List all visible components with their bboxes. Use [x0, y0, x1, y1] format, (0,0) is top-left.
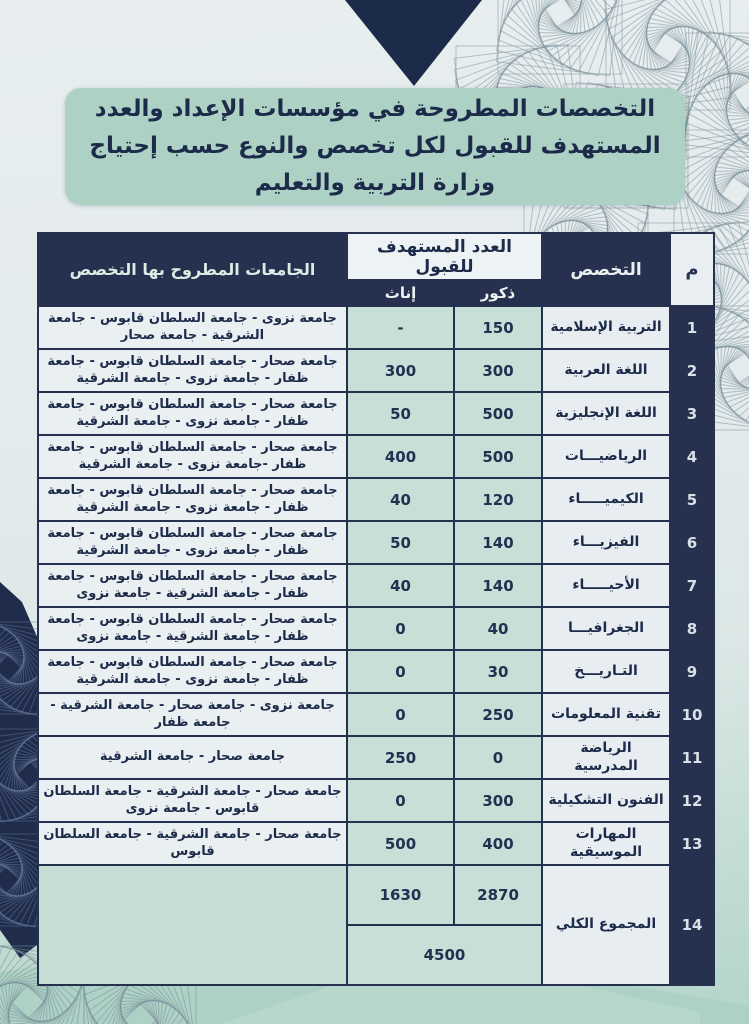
universities-cell: جامعة نزوى - جامعة صحار - جامعة الشرقية - جامعة ظفار — [38, 693, 347, 736]
females-count-cell: 0 — [347, 779, 454, 822]
females-count-cell: 400 — [347, 435, 454, 478]
table-row — [38, 478, 714, 521]
row-index-cell: 5 — [670, 478, 714, 521]
females-count-cell: 50 — [347, 392, 454, 435]
navy-triangle — [345, 0, 482, 86]
table-row — [38, 693, 714, 736]
specialization-cell: الكيميـــــاء — [542, 478, 670, 521]
row-index-cell: 8 — [670, 607, 714, 650]
females-count-cell: 0 — [347, 607, 454, 650]
table-row — [38, 736, 714, 779]
table-row — [38, 306, 714, 349]
row-index-cell: 10 — [670, 693, 714, 736]
total-row-top — [38, 865, 714, 925]
males-count-cell: 500 — [454, 435, 542, 478]
row-index-cell: 9 — [670, 650, 714, 693]
title-box — [65, 88, 685, 205]
females-count-cell: 300 — [347, 349, 454, 392]
universities-cell: جامعة نزوى - جامعة السلطان قابوس - جامعة الشرقية - جامعة صحار — [38, 306, 347, 349]
specialization-cell: اللغة الإنجليزية — [542, 392, 670, 435]
table-row — [38, 392, 714, 435]
header-index: م — [670, 233, 714, 306]
table-row — [38, 564, 714, 607]
males-count-cell: 300 — [454, 349, 542, 392]
universities-cell: جامعة صحار - جامعة السلطان قابوس - جامعة ظفار - جامعة الشرقية - جامعة نزوى — [38, 607, 347, 650]
females-count-cell: 0 — [347, 650, 454, 693]
males-count-cell: 150 — [454, 306, 542, 349]
total-row-index: 14 — [670, 865, 714, 985]
row-index-cell: 13 — [670, 822, 714, 865]
table-row — [38, 521, 714, 564]
page-title-line-2: المستهدف للقبول لكل تخصص والنوع حسب إحتياج — [89, 133, 661, 159]
specialization-cell: اللغة العربية — [542, 349, 670, 392]
row-index-cell: 2 — [670, 349, 714, 392]
specialization-cell: المهارات الموسيقية — [542, 822, 670, 865]
header-females: إناث — [347, 280, 454, 306]
universities-cell: جامعة صحار - جامعة السلطان قابوس - جامعة ظفار - جامعة نزوى - جامعة الشرقية — [38, 392, 347, 435]
specialization-cell: الجغرافيـــا — [542, 607, 670, 650]
universities-cell: جامعة صحار - جامعة الشرقية — [38, 736, 347, 779]
males-count-cell: 250 — [454, 693, 542, 736]
males-count-cell: 140 — [454, 521, 542, 564]
table-row — [38, 779, 714, 822]
universities-cell: جامعة صحار - جامعة السلطان قابوس - جامعة ظفار -جامعة نزوى - جامعة الشرقية — [38, 435, 347, 478]
universities-cell: جامعة صحار - جامعة الشرقية - جامعة السلطان قابوس - جامعة نزوى — [38, 779, 347, 822]
universities-cell: جامعة صحار - جامعة السلطان قابوس - جامعة ظفار - جامعة نزوى - جامعة الشرقية — [38, 650, 347, 693]
page-title-line-3: وزارة التربية والتعليم — [254, 170, 496, 196]
specializations-table — [37, 232, 715, 986]
total-males-cell: 2870 — [454, 865, 542, 925]
total-label-cell: المجموع الكلي — [542, 865, 670, 985]
universities-cell: جامعة صحار - جامعة السلطان قابوس - جامعة ظفار - جامعة نزوى - جامعة الشرقية — [38, 478, 347, 521]
specialization-cell: الرياضيـــات — [542, 435, 670, 478]
row-index-cell: 11 — [670, 736, 714, 779]
females-count-cell: 500 — [347, 822, 454, 865]
males-count-cell: 300 — [454, 779, 542, 822]
males-count-cell: 120 — [454, 478, 542, 521]
table-body — [38, 306, 714, 865]
row-index-cell: 1 — [670, 306, 714, 349]
males-count-cell: 500 — [454, 392, 542, 435]
specialization-cell: الفيزيـــاء — [542, 521, 670, 564]
universities-cell: جامعة صحار - جامعة السلطان قابوس - جامعة ظفار - جامعة نزوى - جامعة الشرقية — [38, 349, 347, 392]
universities-cell: جامعة صحار - جامعة الشرقية - جامعة السلطان قابوس — [38, 822, 347, 865]
table-row — [38, 349, 714, 392]
header-specialization: التخصص — [542, 233, 670, 306]
header-target-group: العدد المستهدف للقبول — [347, 233, 542, 280]
females-count-cell: 40 — [347, 564, 454, 607]
specialization-cell: تقنية المعلومات — [542, 693, 670, 736]
males-count-cell: 40 — [454, 607, 542, 650]
males-count-cell: 30 — [454, 650, 542, 693]
males-count-cell: 140 — [454, 564, 542, 607]
row-index-cell: 7 — [670, 564, 714, 607]
specialization-cell: الأحيـــــاء — [542, 564, 670, 607]
row-index-cell: 12 — [670, 779, 714, 822]
females-count-cell: 40 — [347, 478, 454, 521]
row-index-cell: 6 — [670, 521, 714, 564]
males-count-cell: 400 — [454, 822, 542, 865]
row-index-cell: 3 — [670, 392, 714, 435]
specialization-cell: التـاريـــخ — [542, 650, 670, 693]
grand-total-cell: 4500 — [347, 925, 542, 985]
specialization-cell: التربية الإسلامية — [542, 306, 670, 349]
header-males: ذكور — [454, 280, 542, 306]
females-count-cell: 250 — [347, 736, 454, 779]
table-row — [38, 650, 714, 693]
males-count-cell: 0 — [454, 736, 542, 779]
header-universities: الجامعات المطروح بها التخصص — [38, 233, 347, 306]
total-section — [38, 865, 714, 985]
page-title-line-1: التخصصات المطروحة في مؤسسات الإعداد والعدد — [94, 96, 656, 122]
universities-cell: جامعة صحار - جامعة السلطان قابوس - جامعة ظفار - جامعة الشرقية - جامعة نزوى — [38, 564, 347, 607]
females-count-cell: 0 — [347, 693, 454, 736]
table-header — [38, 233, 714, 306]
total-females-cell: 1630 — [347, 865, 454, 925]
specialization-cell: الفنون التشكيلية — [542, 779, 670, 822]
table-row — [38, 607, 714, 650]
females-count-cell: - — [347, 306, 454, 349]
females-count-cell: 50 — [347, 521, 454, 564]
table-row — [38, 822, 714, 865]
table-row — [38, 435, 714, 478]
specialization-cell: الرياضة المدرسية — [542, 736, 670, 779]
total-empty-cell — [38, 865, 347, 985]
row-index-cell: 4 — [670, 435, 714, 478]
universities-cell: جامعة صحار - جامعة السلطان قابوس - جامعة ظفار - جامعة نزوى - جامعة الشرقية — [38, 521, 347, 564]
